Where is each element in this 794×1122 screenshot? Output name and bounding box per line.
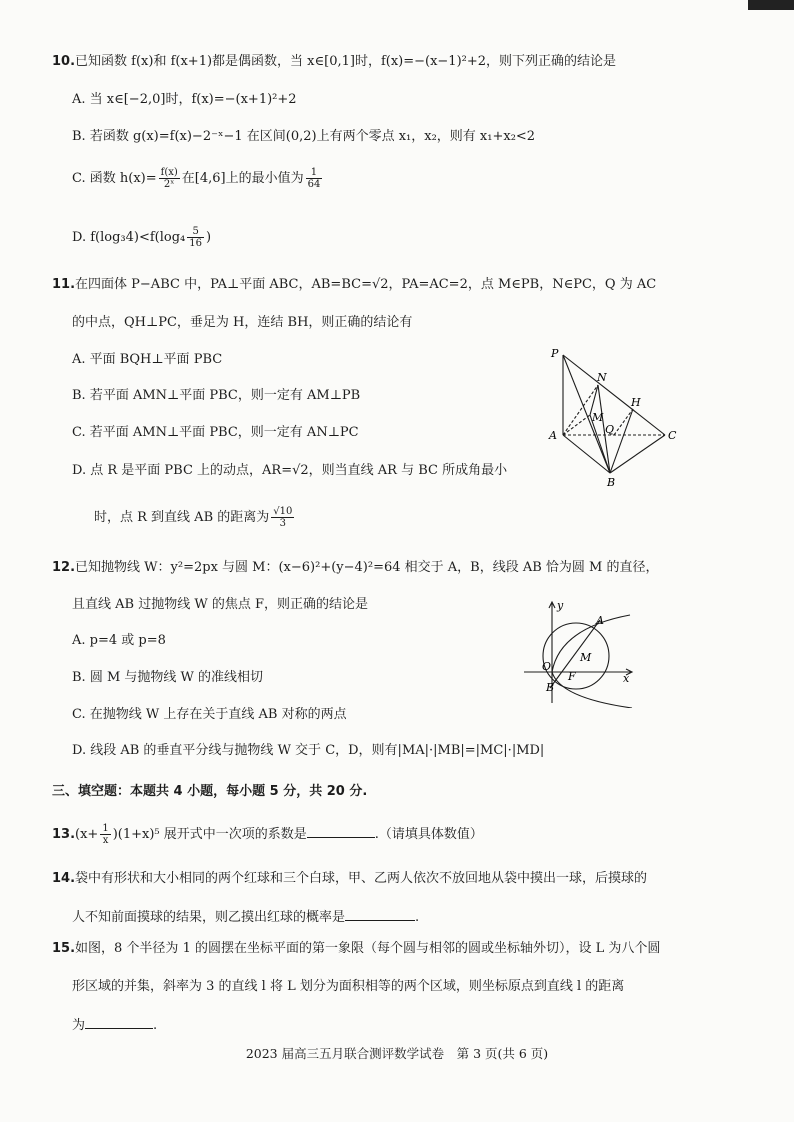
q12-label-b: B [546, 681, 555, 694]
q10-c-value-fraction [306, 167, 323, 190]
q12-stem-line2: 且直线 AB 过抛物线 W 的焦点 F，则正确的结论是 [72, 597, 368, 612]
section-fill-in-header: 三、填空题：本题共 4 小题，每小题 5 分，共 20 分. [52, 784, 368, 799]
q15-line1 [52, 941, 660, 957]
q11-stem-line2: 的中点，QH⊥PC，垂足为 H，连结 BH，则正确的结论有 [72, 315, 413, 330]
q13-tail: .（请填具体数值） [374, 827, 483, 842]
q11-label-a: A [549, 429, 557, 442]
scan-edge-mark [748, 0, 794, 10]
q11-stem1-text: 在四面体 P−ABC 中，PA⊥平面 ABC，AB=BC=√2，PA=AC=2，点 M∈PB，N∈PC，Q 为 AC [75, 277, 657, 292]
q11-label-h: H [631, 396, 641, 409]
q15-line3-prefix: 为 [72, 1018, 86, 1033]
q11-label-m: M [592, 411, 604, 424]
q11-option-a: A. 平面 BQH⊥平面 PBC [72, 352, 223, 367]
q11-label-n: N [597, 371, 607, 384]
q11-option-c: C. 若平面 AMN⊥平面 PBC，则一定有 AN⊥PC [72, 425, 359, 440]
q10-d-suffix: ) [206, 230, 212, 245]
q10-c-value-den: 64 [307, 179, 321, 190]
q11-option-b: B. 若平面 AMN⊥平面 PBC，则一定有 AM⊥PB [72, 388, 361, 403]
q13-prefix: (x+ [75, 827, 99, 842]
q11-d2-frac-den: 3 [279, 518, 286, 529]
q12-option-d: D. 线段 AB 的垂直平分线与抛物线 W 交于 C，D，则有|MA|·|MB|=|MC|·|MD| [72, 743, 545, 758]
q10-c-frac-num: f(x) [160, 167, 178, 178]
q13-frac-num: 1 [102, 823, 109, 834]
q12-label-x: x [623, 672, 630, 685]
q15-line2: 形区域的并集，斜率为 3 的直线 l 将 L 划分为面积相等的两个区域，则坐标原点到直线 l 的距离 [72, 979, 625, 994]
q12-stem1-text: 已知抛物线 W：y²=2px 与圆 M：(x−6)²+(y−4)²=64 相交于 A，B，线段 AB 恰为圆 M 的直径， [75, 560, 659, 575]
q10-c-frac-den: 2ˣ [163, 179, 175, 190]
q12-label-f: F [568, 670, 576, 683]
q10-d-prefix: D. f(log₃4)<f(log₄ [72, 230, 186, 245]
q11-label-p: P [551, 347, 559, 360]
q15-line1-text: 如图，8 个半径为 1 的圆摆在坐标平面的第一象限（每个圆与相邻的圆或坐标轴外切），设 L 为八个圆 [75, 941, 661, 956]
q14-line2-text: 人不知前面摸球的结果，则乙摸出红球的概率是 [72, 910, 346, 925]
q11-label-b: B [607, 476, 616, 489]
q10-stem [52, 54, 616, 70]
q10-c-prefix: C. 函数 h(x)= [72, 171, 157, 186]
q14-tail: . [415, 910, 420, 925]
q15-line3 [72, 1016, 157, 1034]
q13-number: 13. [52, 827, 76, 842]
page-footer: 2023 届高三五月联合测评数学试卷 第 3 页(共 6 页) [245, 1046, 549, 1061]
q13-fraction [100, 823, 110, 846]
q11-number: 11. [52, 277, 76, 292]
q14-line1-text: 袋中有形状和大小相同的两个红球和三个白球，甲、乙两人依次不放回地从袋中摸出一球，后摸球的 [75, 871, 648, 886]
q14-line1 [52, 871, 647, 887]
q10-number: 10. [52, 54, 76, 69]
q15-tail: . [153, 1018, 158, 1033]
q10-option-b: B. 若函数 g(x)=f(x)−2⁻ˣ−1 在区间(0,2)上有两个零点 x₁，x₂，则有 x₁+x₂<2 [72, 129, 536, 144]
q12-parabola-circle-figure [520, 598, 640, 708]
q13-post: )(1+x)⁵ 展开式中一次项的系数是 [112, 827, 307, 842]
q13-frac-den: x [102, 835, 109, 846]
q11-label-q: Q [605, 423, 615, 436]
q14-answer-blank[interactable] [345, 908, 415, 921]
q11-d2-prefix: 时，点 R 到直线 AB 的距离为 [94, 510, 270, 525]
q14-number: 14. [52, 871, 76, 886]
q13-line [52, 823, 483, 846]
q10-d-frac-den: 16 [189, 238, 202, 249]
q12-label-o: O [542, 660, 552, 673]
q15-number: 15. [52, 941, 76, 956]
q11-d2-frac-num: √10 [273, 506, 293, 517]
q10-d-frac-num: 5 [187, 226, 204, 238]
q10-stem-text: 已知函数 f(x)和 f(x+1)都是偶函数，当 x∈[0,1]时，f(x)=−(x−1)²+2，则下列正确的结论是 [75, 54, 617, 69]
q12-stem-line1 [52, 560, 659, 576]
q10-option-a: A. 当 x∈[−2,0]时，f(x)=−(x+1)²+2 [72, 92, 297, 107]
q12-option-b: B. 圆 M 与抛物线 W 的准线相切 [72, 670, 264, 685]
q10-option-d [72, 226, 211, 249]
q11-d2-fraction [271, 506, 294, 529]
q13-answer-blank[interactable] [307, 825, 375, 838]
q12-label-y: y [557, 599, 564, 612]
q15-answer-blank[interactable] [85, 1016, 153, 1029]
q11-stem-line1 [52, 277, 656, 293]
q10-c-fraction [159, 167, 180, 190]
q10-c-value-num: 1 [306, 167, 323, 179]
q11-option-d-line1: D. 点 R 是平面 PBC 上的动点，AR=√2，则当直线 AR 与 BC 所成角最小 [72, 463, 508, 478]
q12-label-a: A [596, 614, 604, 627]
q11-tetrahedron-figure [545, 345, 685, 490]
q10-d-fraction [187, 226, 204, 249]
q12-option-a: A. p=4 或 p=8 [72, 633, 166, 648]
q10-option-c [72, 167, 324, 190]
q12-number: 12. [52, 560, 76, 575]
q12-label-m: M [580, 651, 592, 664]
q12-option-c: C. 在抛物线 W 上存在关于直线 AB 对称的两点 [72, 707, 347, 722]
q11-option-d-line2 [94, 506, 296, 529]
q10-c-middle: 在[4,6]上的最小值为 [181, 171, 304, 186]
q11-label-c: C [668, 429, 677, 442]
q14-line2 [72, 908, 419, 926]
